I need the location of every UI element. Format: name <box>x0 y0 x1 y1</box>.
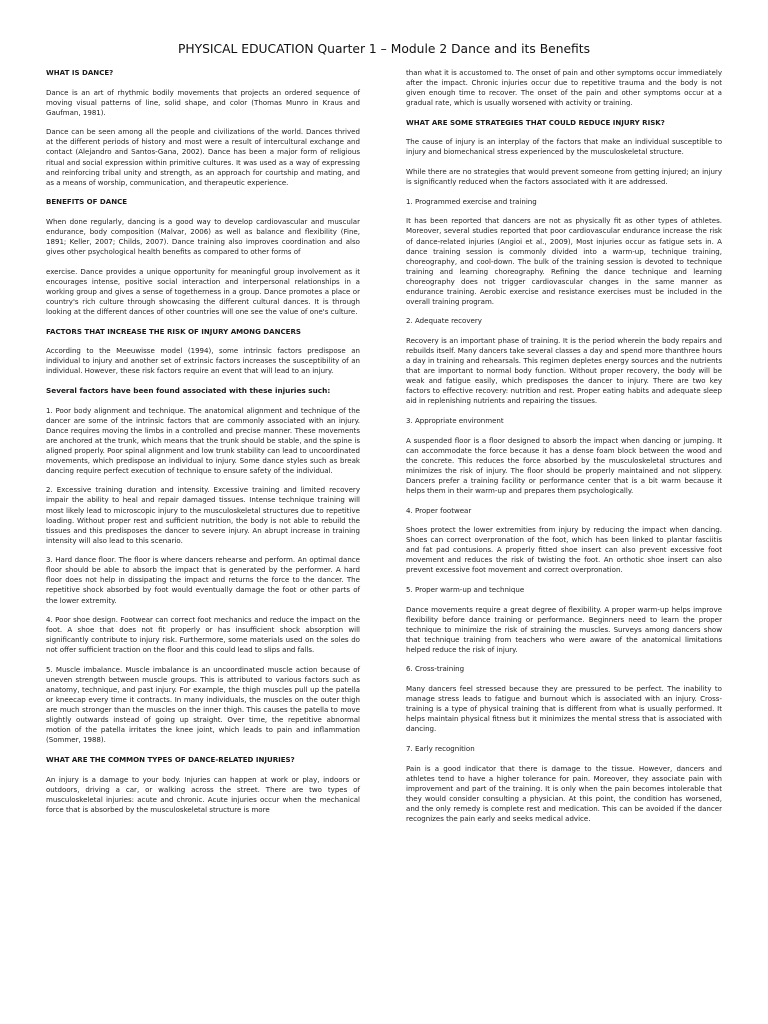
factor-item: 5. Muscle imbalance. Muscle imbalance is an uncoordinated muscle action because of uneven strength between muscle groups. This is attributed to various factors such as anatomy, technique, and past injury. For example, the thigh muscles pull up the patella or kneecap every time it contracts. In many individuals, the muscles on the outer thigh are much stronger than the muscles on the inner thigh. This causes the patella to move slightly outwards instead of going up straight. Over time, the repetitive abnormal motion of the patella irritates the knee joint, which leads to pain and inflammation (Sommer, 1988). <box>46 664 360 745</box>
paragraph: than what it is accustomed to. The onset of pain and other symptoms occur immediately after the impact. Chronic injuries occur due to repetitive trauma and the body is not given enough time to recover. The onset of the pain and other symptoms occur at a gradual rate, which is usually worsened with activity or training. <box>406 68 722 108</box>
paragraph: Dance is an art of rhythmic bodily movements that projects an ordered sequence of moving visual patterns of line, solid shape, and color (Thomas Munro in Kraus and Gaufman, 1981). <box>46 87 360 117</box>
strategy-title: 6. Cross-training <box>406 664 465 674</box>
factor-item: 3. Hard dance floor. The floor is where dancers rehearse and perform. An optimal dance floor should be able to absorb the impact that is generated by the performer. A hard floor does not help in dissipating the impact and returns the force to the dancer. The repetitive shock absorbed by foot would eventually damage the foot or other parts of the lower extremity. <box>46 555 360 605</box>
strategy-text: Dance movements require a great degree of flexibility. A proper warm-up helps improve flexibility before dance training or performance. Beginners need to learn the proper technique to minimize the risk of straining the muscles. Surveys among dancers show that technique training from teachers who were aware of the anatomical limitations helped reduce the risk of injury. <box>406 604 722 654</box>
page-title: PHYSICAL EDUCATION Quarter 1 – Module 2 Dance and its Benefits <box>177 42 591 56</box>
strategy-title: 5. Proper warm-up and technique <box>406 585 525 594</box>
factor-item: 4. Poor shoe design. Footwear can correct foot mechanics and reduce the impact on the foot. A shoe that does not fit properly or has insufficient shock absorption will significantly contribute to injury risk. Furthermore, some materials used on the soles do not offer sufficient traction on the floor and this could lead to slips and falls. <box>46 615 360 655</box>
paragraph: An injury is a damage to your body. Injuries can happen at work or play, indoors or outdoors, driving a car, or walking across the street. There are two types of musculoskeletal injuries: acute and chronic. Acute injuries occur when the mechanical force that is absorbed by the musculoskeletal structure is more <box>46 774 360 814</box>
right-column <box>406 68 722 833</box>
strategy-text: A suspended floor is a floor designed to absorb the impact when dancing or jumping. It can accommodate the force because it has a dense foam block between the wood and the concrete. This reduces the force absorbed by the musculoskeletal structures and minimizes the risk of injury. The floor should be properly maintained and not slippery. Dancers prefer a training facility or performance center that is a bit warm because it helps them in their warm-up and prepares them psychologically. <box>406 435 722 495</box>
heading-risk-factors: FACTORS THAT INCREASE THE RISK OF INJURY AMONG DANCERS <box>46 326 301 336</box>
heading-benefits-of-dance: BENEFITS OF DANCE <box>46 197 128 207</box>
strategy-text: Many dancers feel stressed because they are pressured to be perfect. The inability to manage stress leads to fatigue and burnout which is associated with an injury. Cross-training is a type of physical training that is different from what is usually performed. It helps maintain physical fitness but it minimizes the mental stress that is associated with dancing. <box>406 684 722 734</box>
subheading-several-factors: Several factors have been found associated with these injuries such: <box>46 385 331 395</box>
left-column <box>46 68 360 824</box>
factor-item: 1. Poor body alignment and technique. The anatomical alignment and technique of the dancer are some of the intrinsic factors that are commonly associated with an injury. Dance requires moving the limbs in a controlled and precise manner. These movements are anchored at the trunk, which means that the trunk should be stable, and the spine is aligned properly. Poor spinal alignment and low trunk stability can lead to uncoordinated movements, which predispose an individual to injury. Some dance styles such as break dancing require perfect execution of technique to ensure safety of the individual. <box>46 405 360 475</box>
strategy-title: 3. Appropriate environment <box>406 416 504 426</box>
paragraph: The cause of injury is an interplay of the factors that make an individual susceptible to injury and biomechanical stress experienced by the musculoskeletal structure. <box>406 137 722 157</box>
paragraph: While there are no strategies that would prevent someone from getting injured; an injury is significantly reduced when the factors associated with it are addressed. <box>406 167 722 187</box>
strategy-title: 2. Adequate recovery <box>406 316 482 326</box>
strategy-text: Shoes protect the lower extremities from injury by reducing the impact when dancing. Shoes can correct overpronation of the foot, which has been linked to plantar fasciitis and fat pad contusions. A properly fitted shoe insert can also prevent excessive foot movement and reduces the risk of twisting the foot. An orthotic shoe insert can also prevent excessive foot movement and correct overpronation. <box>406 525 722 575</box>
heading-injury-types: WHAT ARE THE COMMON TYPES OF DANCE-RELATED INJURIES? <box>46 754 295 764</box>
heading-what-is-dance: WHAT IS DANCE? <box>46 68 114 77</box>
strategy-title: 1. Programmed exercise and training <box>406 196 537 206</box>
strategy-title: 7. Early recognition <box>406 743 475 753</box>
strategy-title: 4. Proper footwear <box>406 505 472 515</box>
factor-item: 2. Excessive training duration and intensity. Excessive training and limited recovery impair the ability to heal and repair damaged tissues. Intense technique training will most likely lead to microscopic injury to the musculoskeletal structures due to repetitive loading. Without proper rest and sufficient nutrition, the body is not able to rebuild the tissues and this predisposes the dancer to severe injury. An abrupt increase in training intensity will also lead to this scenario. <box>46 485 360 545</box>
strategy-text: Recovery is an important phase of training. It is the period wherein the body repairs and rebuilds itself. Many dancers take several classes a day and spend more thanthree hours a day in training and rehearsals. This regimen depletes energy sources and the nutrients that are important to normal body function. Without proper recovery, the body will be weak and fatigue easily, which predisposes the dancer to injury. There are two key factors to effective recovery: nutrition and rest. Proper eating habits and adequate sleep aid in replenishing nutrients and repairing the tissues. <box>406 336 722 406</box>
paragraph: Dance can be seen among all the people and civilizations of the world. Dances thrived at the different periods of history and most were a result of intercultural exchange and contact (Alejandro and Santos-Gana, 2002). Dance has been a major form of religious ritual and social expression within primitive cultures. It was used as a way of expressing and reinforcing tribal unity and strength, as an approach for courtship and mating, and as a means of worship, communication, and therapeutic experience. <box>46 127 360 187</box>
strategy-text: Pain is a good indicator that there is damage to the tissue. However, dancers and athletes tend to have a higher tolerance for pain. Moreover, they associate pain with improvement and part of the training. It is only when the pain becomes intolerable that they would consider consulting a physician. At this point, the condition has worsened, and the only remedy is complete rest and medication. This can be avoided if the dancer recognizes the pain early and seeks medical advice. <box>406 763 722 823</box>
paragraph: exercise. Dance provides a unique opportunity for meaningful group involvement as it encourages intense, positive social interaction and interpersonal relationships in a working group and gives a sense of togetherness in a group. Dance promotes a place or country's rich culture through showcasing the different cultural dances. It is through looking at the different dances of other countries will one see the value of one's culture. <box>46 266 360 316</box>
paragraph: According to the Meeuwisse model (1994), some intrinsic factors predispose an individual to injury and another set of extrinsic factors increases the susceptibility of an individual. However, these risk factors require an event that will lead to an injury. <box>46 346 360 376</box>
heading-strategies: WHAT ARE SOME STRATEGIES THAT COULD REDUCE INJURY RISK? <box>406 117 665 127</box>
paragraph: When done regularly, dancing is a good way to develop cardiovascular and muscular endurance, body composition (Malvar, 2006) as well as balance and flexibility (Fine, 1891; Keller, 2007; Childs, 2007). Dance training also improves coordination and also gives other psychological health benefits as compared to other forms of <box>46 216 360 257</box>
strategy-text: It has been reported that dancers are not as physically fit as other types of athletes. Moreover, several studies reported that poor cardiovascular endurance increase the risk of dance-related injuries (Angioi et al., 2009), Most injuries occur as fatigue sets in. A dance training session is commonly divided into a warm-up, technique training, choreography, and cool-down. The bulk of the training session is devoted to technique training and learning choreography. Refining the dance technique and learning choreography does not trigger cardiovascular changes in the same manner as endurance training. Aerobic exercise and resistance exercises must be included in the overall training program. <box>406 216 722 306</box>
